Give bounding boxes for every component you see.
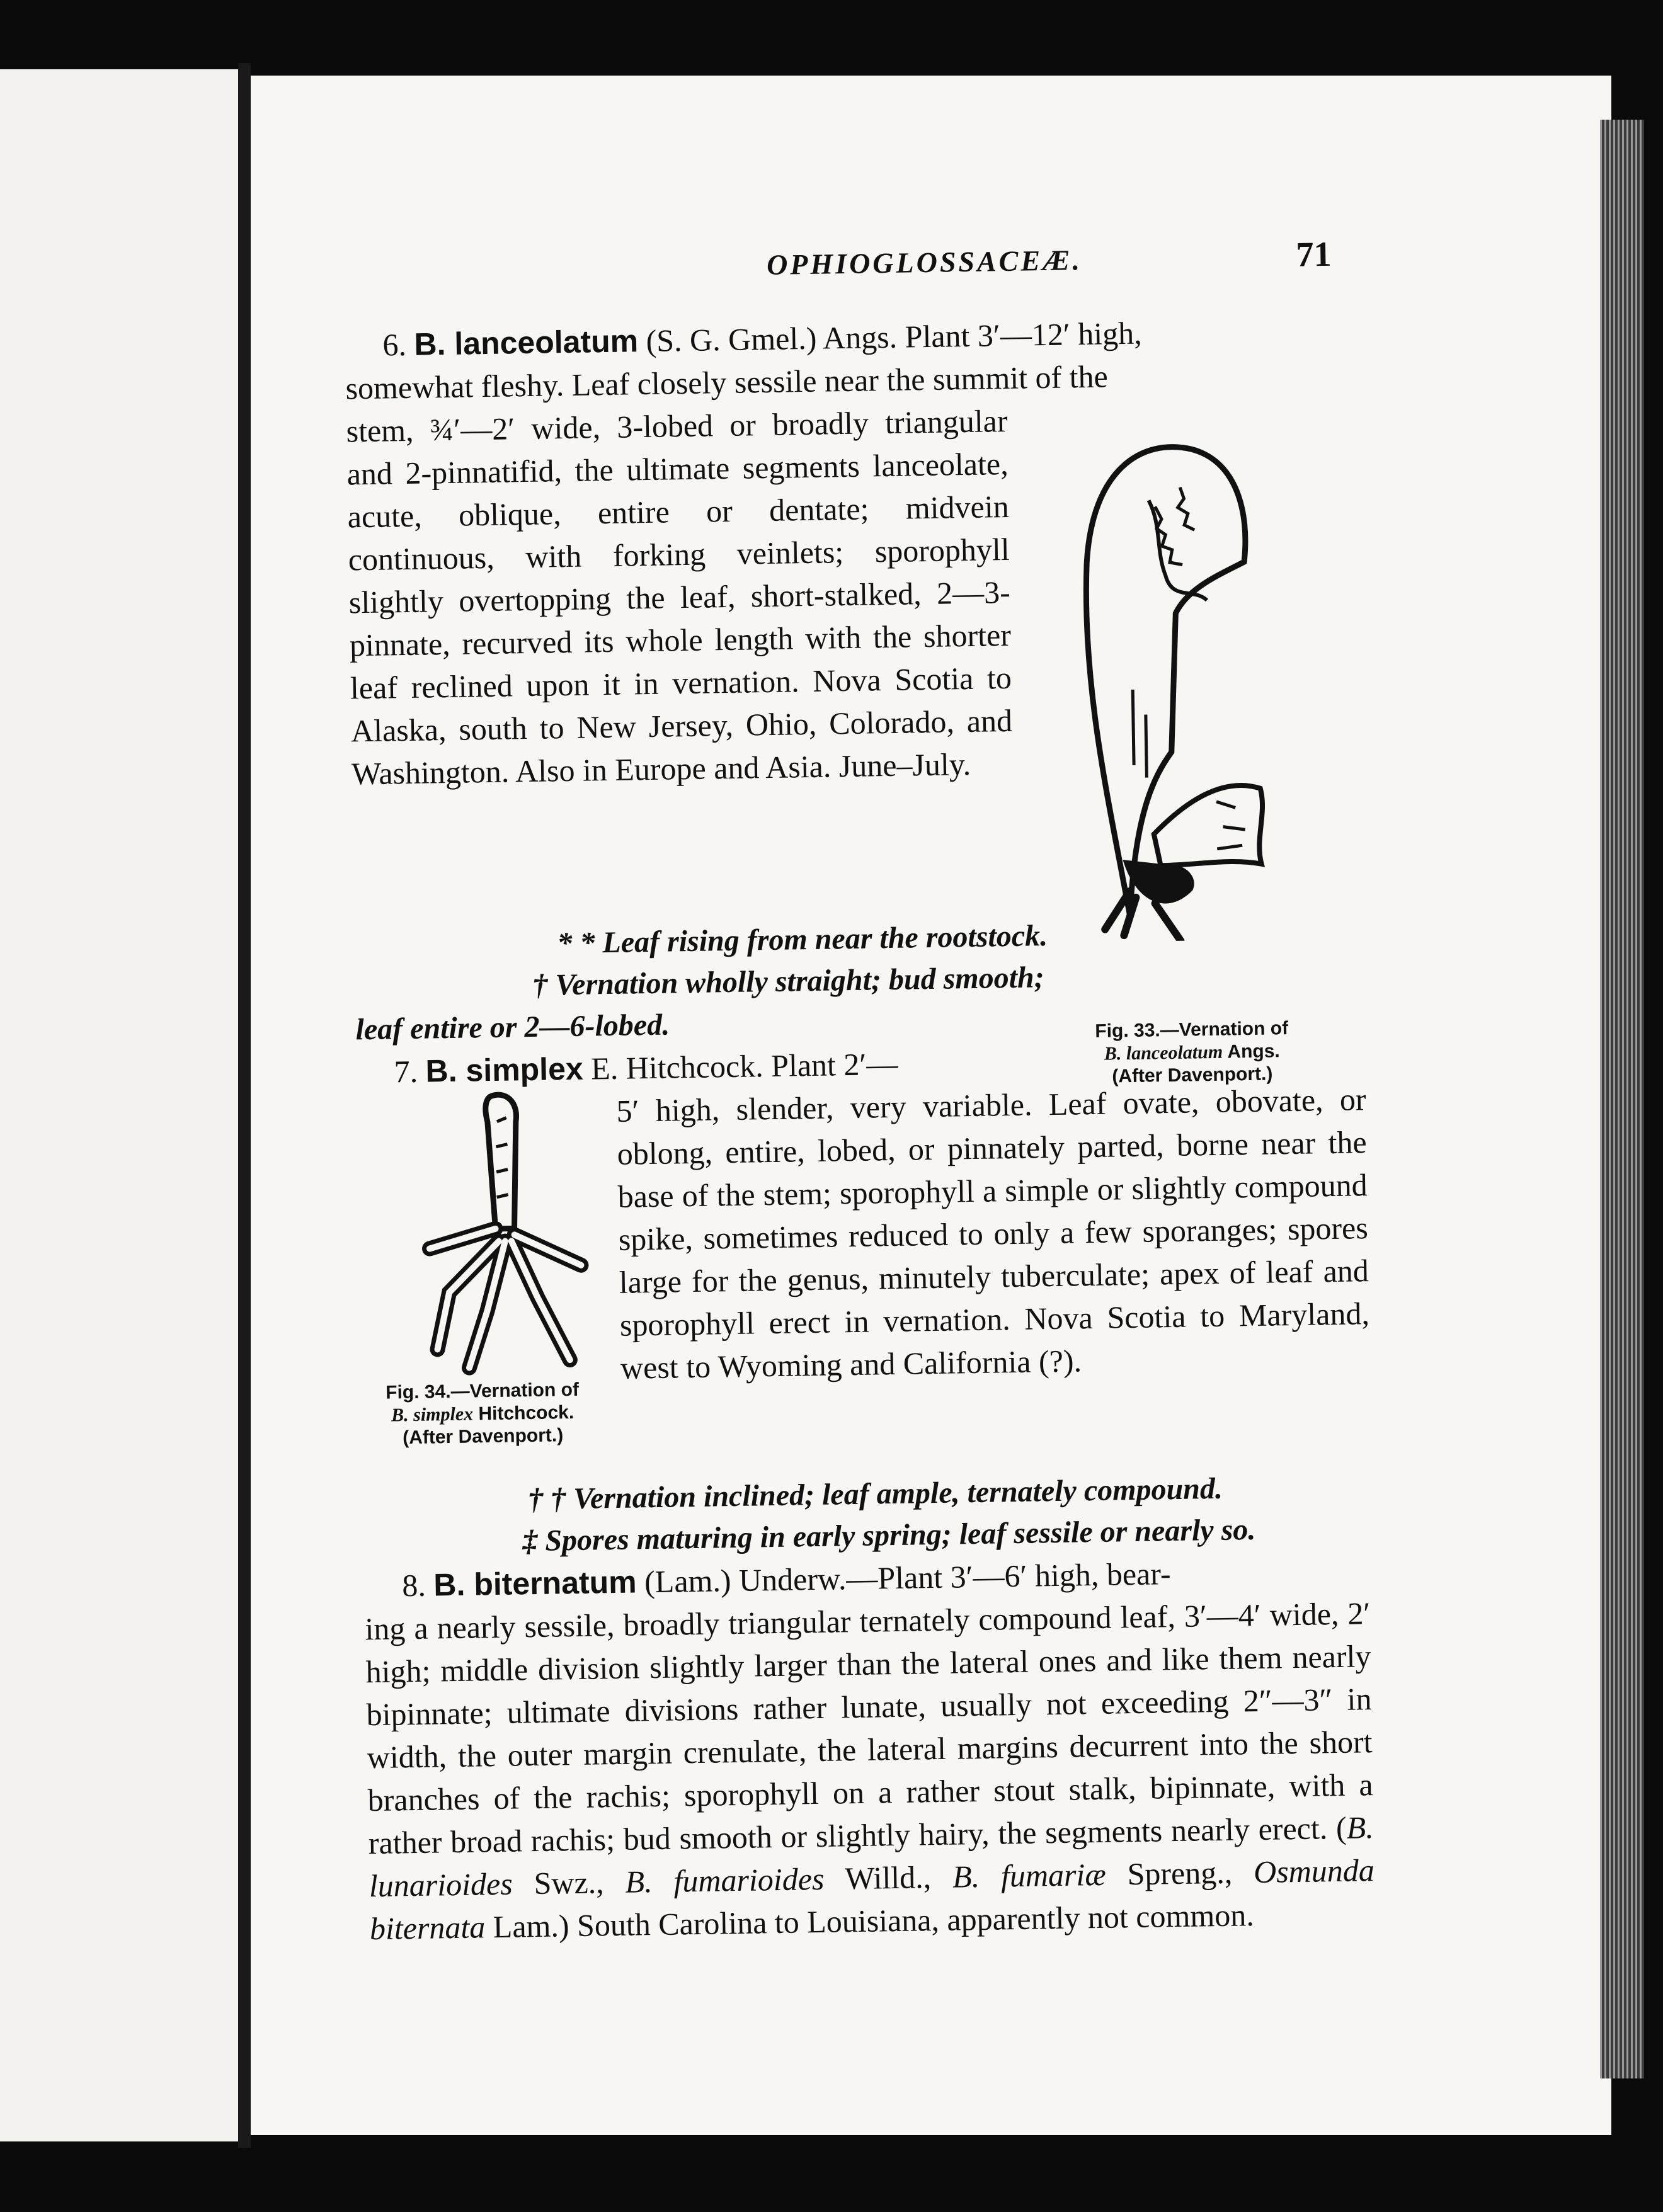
entry-8-species: B. biternatum — [433, 1564, 637, 1603]
fig-33-caption-line-2: (After Davenport.) — [1112, 1063, 1273, 1087]
fig-33-drawing — [1053, 423, 1269, 943]
key-line-2a: † Vernation wholly straight; bud smooth; — [532, 961, 1044, 1002]
synonym-2: B. fumarioides — [625, 1861, 825, 1900]
entry-6-species: B. lanceolatum — [414, 323, 639, 362]
synonym-4: Osmunda biternata — [369, 1852, 1375, 1947]
fig-34-caption-author: Hitchcock. — [472, 1401, 574, 1425]
fig-33-caption-species: B. lanceolatum — [1104, 1041, 1223, 1064]
key-line-3: † † Vernation inclined; leaf ample, ternately compound. — [527, 1471, 1223, 1517]
entry-7-line-1-rest: E. Hitchcock. Plant 2′— — [583, 1046, 898, 1086]
key-line-2b: leaf entire or 2—6-lobed. — [355, 1008, 670, 1047]
entry-7-number: 7. — [394, 1053, 418, 1090]
key-line-1: * * Leaf rising from near the rootstock. — [557, 919, 1048, 961]
fig-34-caption-line-1: Fig. 34.—Vernation of — [385, 1379, 580, 1403]
fig-33-caption-line-1: Fig. 33.—Vernation of — [1095, 1018, 1289, 1042]
entry-6-number: 6. — [382, 326, 407, 363]
synonym-1-author: Swz., — [512, 1864, 626, 1901]
book-page — [251, 76, 1611, 2135]
key-line-4: ‡ Spores maturing in early spring; leaf sessile or nearly so. — [522, 1512, 1256, 1558]
fig-34-caption — [343, 1378, 622, 1451]
synonym-1: B. lunarioides — [369, 1810, 1374, 1904]
entry-6-line-1-rest: (S. G. Gmel.) Angs. Plant 3′—12′ high, — [637, 315, 1143, 359]
entry-8-body — [365, 1592, 1376, 2036]
page-number: 71 — [1295, 234, 1332, 275]
page-content — [235, 65, 1628, 2146]
entry-6-body: stem, ¾′—2′ wide, 3-lobed or broadly triangular and 2-pinnatifid, the ultimate segments lanceolate, acute, oblique, entire or dentate; midvein continuous, with forking veinlets; sporophyll slightly overtopping the leaf, short-stalked, 2—3-pinnate, recurved its whole length with the shorter leaf reclined upon it in vernation. Nova Scotia to Alaska, south to New Jersey, Ohio, Colorado, and Washington. Also in Europe and Asia. June–July. — [346, 402, 1013, 792]
entry-8-number: 8. — [401, 1567, 426, 1604]
fig-33-caption-author: Angs. — [1222, 1040, 1280, 1063]
entry-7-species: B. simplex — [425, 1051, 584, 1089]
synonym-2-author: Willd., — [823, 1859, 953, 1896]
page-stack-edges — [1600, 120, 1644, 2078]
fig-34-caption-species: B. simplex — [391, 1403, 474, 1426]
entry-8-line-1-rest: (Lam.) Underw.—Plant 3′—6′ high, bear- — [636, 1556, 1171, 1600]
entry-8-body-text: ing a nearly sessile, broadly triangular ternately compound leaf, 3′—4′ wide, 2′ high; middle division slightly larger than the lateral ones and like them nearly bipinnate; ultimate divisions rather lunate, usually not exceeding 2″—3″ in width, the outer margin crenulate, the lateral margins decurrent into the short branches of the rachis; sporophyll on a rather stout stalk, bipinnate, with a rather broad rachis; bud smooth or slightly hairy, the segments nearly erect. ( — [365, 1595, 1374, 1861]
fig-34-caption-line-2: (After Davenport.) — [402, 1425, 564, 1449]
synonym-3: B. fumariæ — [952, 1856, 1107, 1895]
synonym-4-author: Lam.) South Carolina to Louisiana, apparently not common. — [484, 1897, 1255, 1945]
fig-34-drawing — [408, 1082, 602, 1381]
entry-7-body: 5′ high, slender, very variable. Leaf ovate, obovate, or oblong, entire, lobed, or pinnately parted, borne near the base of the stem; sporophyll a simple or slightly compound spike, sometimes reduced to only a few sporanges; spores large for the genus, minutely tuberculate; apex of leaf and sporophyll erect in vernation. Nova Scotia to Maryland, west to Wyoming and California (?). — [616, 1081, 1370, 1386]
synonym-3-author: Spreng., — [1106, 1854, 1254, 1892]
running-header: OPHIOGLOSSACEÆ. — [766, 244, 1083, 281]
fig-33-caption — [1043, 1017, 1340, 1089]
left-page-edge — [0, 69, 242, 2141]
entry-6-line-2: somewhat fleshy. Leaf closely sessile near the summit of the — [345, 358, 1109, 406]
